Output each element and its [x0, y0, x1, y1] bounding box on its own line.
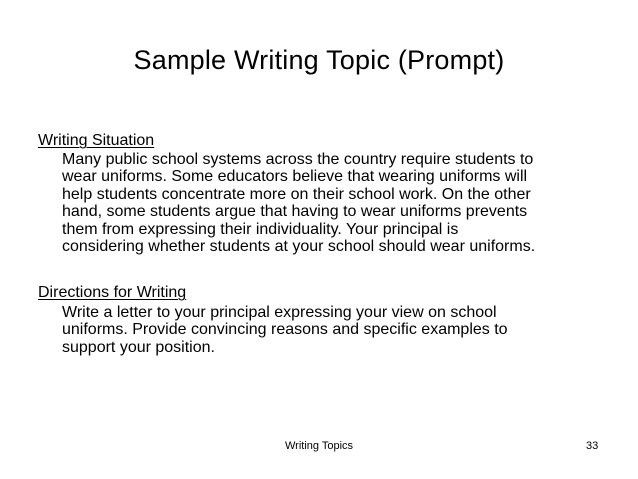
writing-situation-heading: Writing Situation [38, 132, 155, 149]
slide-title: Sample Writing Topic (Prompt) [133, 45, 505, 75]
directions-for-writing-heading: Directions for Writing [38, 284, 187, 301]
directions-for-writing-text: Write a letter to your principal expressing your view on school uniforms. Provide convincing reasons and specific examples to support your position. [62, 304, 508, 356]
writing-situation-text: Many public school systems across the country require students to wear uniforms. Some educators believe that wearing uniforms will help students concentrate more on their school work. On the other hand, some students argue that having to wear uniforms prevents them from expressing their individuality. Your principal is considering whether students at your school should wear uniforms. [62, 151, 536, 256]
footer-label: Writing Topics [284, 440, 354, 452]
page-number: 33 [586, 440, 599, 452]
